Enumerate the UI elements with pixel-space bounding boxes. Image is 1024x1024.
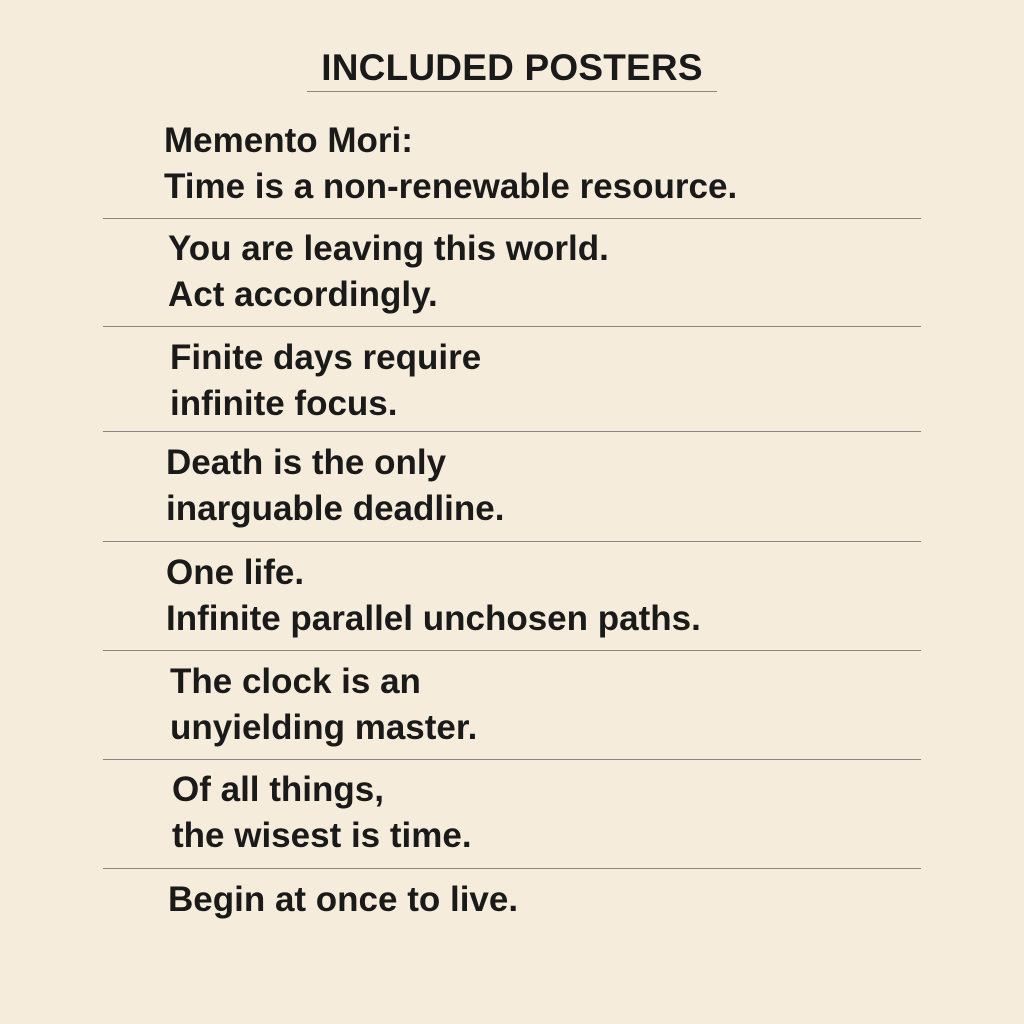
poster-line-1: Memento Mori: [164, 121, 413, 160]
poster-item-4 [166, 440, 504, 532]
poster-line-1: Of all things, [172, 770, 384, 809]
poster-line-1: Begin at once to live. [168, 880, 519, 919]
poster-line-1: One life. [166, 553, 305, 592]
divider [103, 868, 921, 869]
poster-item-7 [172, 767, 472, 859]
poster-line-2: Time is a non-renewable resource. [164, 167, 738, 206]
poster-line-2: infinite focus. [170, 384, 398, 423]
poster-item-8 [168, 877, 518, 923]
title-underline [307, 91, 717, 92]
divider [103, 759, 921, 760]
poster-item-3 [170, 335, 481, 427]
poster-item-2 [168, 226, 609, 318]
divider [103, 218, 921, 219]
poster-line-1: Death is the only [166, 443, 447, 482]
divider [103, 650, 921, 651]
divider [103, 541, 921, 542]
page-title: INCLUDED POSTERS [321, 47, 703, 88]
poster-item-1 [164, 118, 737, 210]
poster-line-2: Act accordingly. [168, 275, 438, 314]
poster-line-2: Infinite parallel unchosen paths. [166, 599, 701, 638]
poster-line-1: You are leaving this world. [168, 229, 609, 268]
poster-item-5 [166, 550, 701, 642]
poster-line-2: the wisest is time. [172, 816, 472, 855]
poster-line-1: Finite days require [170, 338, 482, 377]
poster-line-2: inarguable deadline. [166, 489, 505, 528]
divider [103, 326, 921, 327]
poster-line-2: unyielding master. [170, 708, 478, 747]
poster-line-1: The clock is an [170, 662, 421, 701]
poster-item-6 [170, 659, 477, 751]
divider [103, 431, 921, 432]
